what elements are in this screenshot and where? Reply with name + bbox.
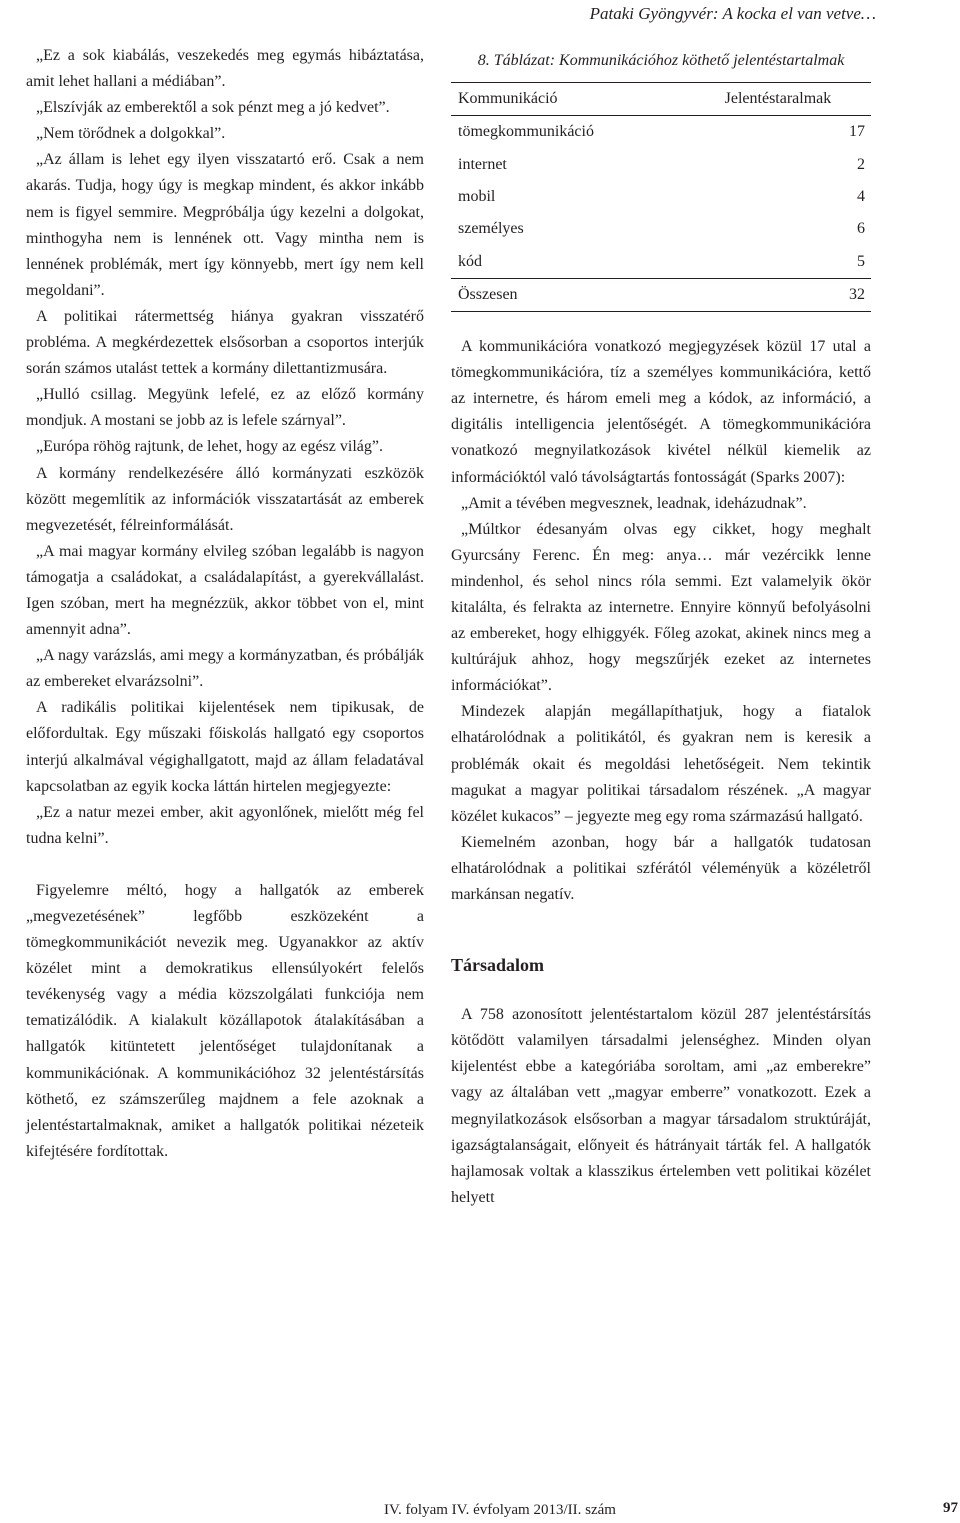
left-column <box>26 43 424 1165</box>
table-total-row <box>451 278 871 311</box>
paragraph: „Ez a sok kiabálás, veszekedés meg egymás hibáztatása, amit lehet hallani a médiában”. <box>26 47 424 91</box>
table-row <box>451 181 871 213</box>
table-cell-value: 5 <box>857 252 865 270</box>
page-number: 97 <box>943 1500 958 1516</box>
paragraph: Mindezek alapján megállapíthatjuk, hogy a fiatalok elhatárolódnak a politikától, és gyakran nem is keresik a problémák okait és megoldási lehetőségeit. Nem tekintik magukat a magyar politikai társadalom részének. „A magyar közélet kukacos” – jegyezte meg egy roma származású hallgató. <box>451 703 871 825</box>
paragraph: „Európa röhög rajtunk, de lehet, hogy az egész világ”. <box>36 438 383 456</box>
paragraph: „Amit a tévében megvesznek, leadnak, ideházudnak”. <box>461 494 807 512</box>
paragraph: „Múltkor édesanyám olvas egy cikket, hogy meghalt Gyurcsány Ferenc. Én meg: anya… már vezércikk lenne mindenhol, és sehol nincs róla semmi. Ezt valamelyik ökör kitalálta, és felrakta az internetre. Ennyire könnyű befolyásolni az embereket, hogy elhiggyék. Főleg azokat, akinek nincs meg a kultúrájuk ahhoz, hogy megszűrjék ezeket az internetes információkat”. <box>451 520 871 695</box>
table-cell-label: mobil <box>458 187 496 205</box>
table-row <box>451 116 871 149</box>
table-header-row <box>451 83 871 116</box>
table-cell-label: személyes <box>458 220 524 238</box>
table-cell-value: 4 <box>857 187 865 205</box>
paragraph: A 758 azonosított jelentéstartalom közül 287 jelentéstársítás kötődött valamilyen társadalmi jelenséghez. Minden olyan kijelentést ebbe a kategóriába soroltam, ami „az emberekre” vagy az általában vett „magyar emberre” vonatkozott. Ezek a megnyilatkozások elsősorban a magyar társadalom struktúráját, igazságtalanságait, előnyeit és hátrányait tárták fel. A hallgatók hajlamosak voltak a klasszikus értelemben vett politikai közélet helyett <box>451 1006 871 1206</box>
paragraph: Kiemelném azonban, hogy bár a hallgatók tudatosan elhatárolódnak a politikai szférától véleményük a közéletről markánsan negatív. <box>451 833 871 904</box>
paragraph: „Nem törődnek a dolgokkal”. <box>36 125 226 143</box>
table-row <box>451 149 871 181</box>
running-head: Pataki Gyöngyvér: A kocka el van vetve… <box>589 4 876 23</box>
right-column <box>451 50 871 1211</box>
paragraph: A kormány rendelkezésére álló kormányzati eszközök között megemlítik az információk visszatartását az emberek megvezetését, félreinformálását. <box>26 464 424 534</box>
table-cell-label: kód <box>458 252 482 270</box>
table-cell-label: Összesen <box>451 278 684 311</box>
table-cell-value: 2 <box>857 155 865 173</box>
table-header-cell: Kommunikáció <box>451 83 684 116</box>
table-cell-value: 32 <box>684 278 871 311</box>
paragraph: A politikai rátermettség hiánya gyakran visszatérő probléma. A megkérdezettek elsősorban a csoportos interjúk során számos utalást tettek a kormány dilettantizmusára. <box>26 307 424 378</box>
paragraph: „Ez a natur mezei ember, akit agyonlőnek, mielőtt még fel tudna kelni”. <box>26 803 424 847</box>
table-row <box>451 213 871 245</box>
table-caption: 8. Táblázat: Kommunikációhoz köthető jelentéstartalmak <box>477 52 845 69</box>
table-cell-value: 6 <box>857 220 865 238</box>
paragraph: A radikális politikai kijelentések nem tipikusak, de előfordultak. Egy műszaki főiskolás hallgató egy csoportos interjú alkalmával végighallgatott, majd az állam feladatával kapcsolatban az egyik kocka láttán hirtelen megjegyezte: <box>26 699 424 795</box>
paragraph: „A mai magyar kormány elvileg szóban legalább is nagyon támogatja a családokat, a családalapítást, a gyerekvállalást. Igen szóban, mert ha megnézzük, akkor többet von el, mint amennyit adna”. <box>26 542 424 639</box>
paragraph: Figyelemre méltó, hogy a hallgatók az emberek „megvezetésének” legfőbb eszközeként a tömegkommunikációt nevezik meg. Ugyanakkor az aktív közélet mint a demokratikus ellensúlyokért felelős tevékenység vagy a média közszolgálati funkciója nem tematizálódik. A kialakult közállapotok átalakításában a hallgatók kitüntetett jelentőséget tulajdonítanak a kommunikációnak. A kommunikációhoz 32 jelentéstársítás köthető, ez számszerűleg majdnem a fele azoknak a jelentéstartalmaknak, amiket a hallgatók politikai nézeteik kifejtésére fordítottak. <box>26 881 424 1160</box>
paragraph: „Hulló csillag. Megyünk lefelé, ez az előző kormány mondjuk. A mostani se jobb az is lefele szárnyal”. <box>26 386 424 430</box>
paragraph: „Az állam is lehet egy ilyen visszatartó erő. Csak a nem akarás. Tudja, hogy úgy is megkap mindent, és akkor inkább nem is figyel semmire. Megpróbálja úgy kezelni a dolgokat, minthogyha nem is lennének ott. Vagy mintha nem is lennének problémák, mert így könnyebb, mert így nem kell megoldani”. <box>26 151 424 299</box>
communication-table <box>451 82 871 312</box>
table-header-cell: Jelentéstaralmak <box>684 83 871 116</box>
paragraph: „Elszívják az emberektől a sok pénzt meg a jó kedvet”. <box>36 99 390 117</box>
footer-publication: IV. folyam IV. évfolyam 2013/II. szám <box>384 1502 616 1518</box>
table-row <box>451 245 871 278</box>
section-heading: Társadalom <box>451 955 545 976</box>
table-cell-value: 17 <box>849 123 865 141</box>
paragraph: A kommunikációra vonatkozó megjegyzések közül 17 utal a tömegkommunikációra, tíz a személyes kommunikációra, kettő az internetre, és három emeli meg a kódok, az információ, a digitális intelligencia jelentőségét. A tömegkommunikációra vonatkozó megnyilatkozások kivétel nélkül kiemelik az információktól való távolságtartás fontosságát (Sparks 2007): <box>451 338 871 486</box>
paragraph: „A nagy varázslás, ami megy a kormányzatban, és próbálják az embereket elvarázsolni”. <box>26 647 424 691</box>
table-cell-label: internet <box>458 155 507 173</box>
table-cell-label: tömegkommunikáció <box>458 123 594 141</box>
